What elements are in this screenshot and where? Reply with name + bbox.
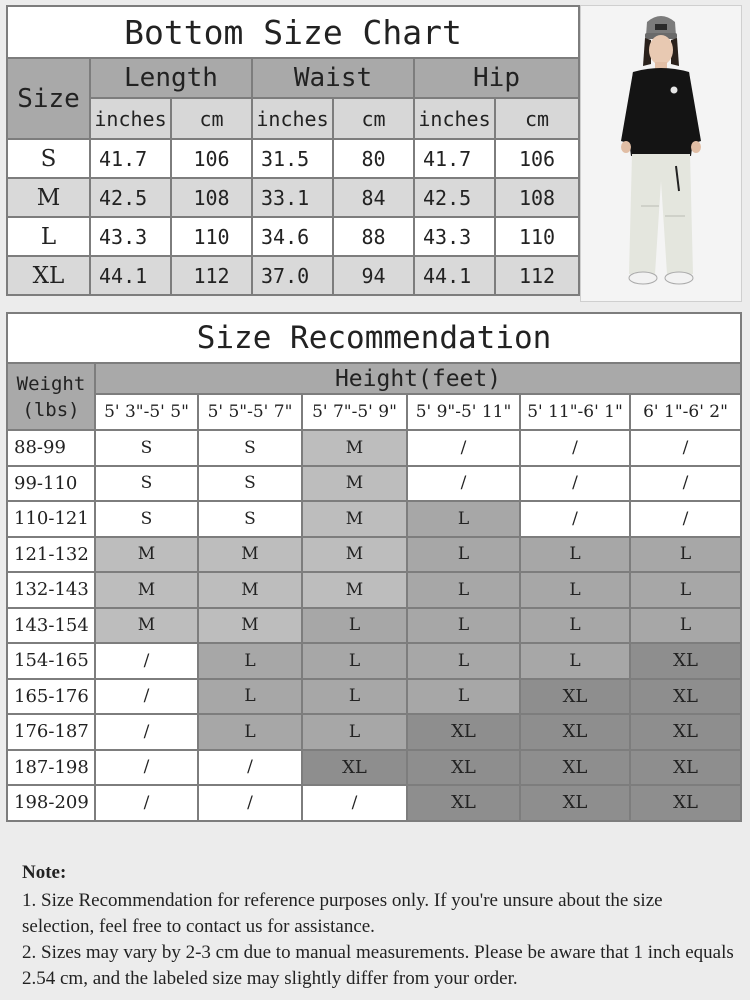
measure-cell: 80 xyxy=(333,139,414,178)
recommended-size-cell: L xyxy=(198,679,302,715)
size-chart-table xyxy=(6,5,580,296)
recommended-size-cell: S xyxy=(95,466,198,502)
table-row xyxy=(7,714,741,750)
weight-range-cell: 110-121 xyxy=(7,501,95,537)
model-figure-icon xyxy=(581,6,741,301)
recommended-size-cell: / xyxy=(630,430,741,466)
recommended-size-cell: / xyxy=(95,785,198,821)
recommended-size-cell: L xyxy=(630,572,741,608)
table-row xyxy=(7,537,741,573)
recommended-size-cell: M xyxy=(95,537,198,573)
recommended-size-cell: XL xyxy=(520,750,630,786)
measure-cell: 84 xyxy=(333,178,414,217)
height-header: Height(feet) xyxy=(95,363,741,394)
bottom-size-chart xyxy=(6,5,580,296)
measure-cell: 110 xyxy=(495,217,579,256)
recommended-size-cell: / xyxy=(520,430,630,466)
recommended-size-cell: XL xyxy=(302,750,407,786)
measure-cell: 37.0 xyxy=(252,256,333,295)
recommended-size-cell: XL xyxy=(520,714,630,750)
note-item: 2. Sizes may vary by 2-3 cm due to manual measurements. Please be aware that 1 inch equals 2.54 cm, and the labeled size may slightly differ from your order. xyxy=(22,942,734,989)
recommended-size-cell: / xyxy=(520,501,630,537)
table-row xyxy=(7,785,741,821)
table-row xyxy=(7,643,741,679)
recommended-size-cell: / xyxy=(95,643,198,679)
recommended-size-cell: / xyxy=(630,466,741,502)
recommended-size-cell: L xyxy=(407,643,520,679)
hip-header: Hip xyxy=(414,58,579,98)
model-photo xyxy=(580,5,742,302)
recommended-size-cell: S xyxy=(95,430,198,466)
table-row xyxy=(7,679,741,715)
measure-cell: 94 xyxy=(333,256,414,295)
recommended-size-cell: XL xyxy=(520,679,630,715)
recommended-size-cell: / xyxy=(520,466,630,502)
recommended-size-cell: L xyxy=(302,679,407,715)
recommended-size-cell: L xyxy=(407,501,520,537)
table-row xyxy=(7,501,741,537)
measure-cell: 31.5 xyxy=(252,139,333,178)
recommended-size-cell: XL xyxy=(630,714,741,750)
recommended-size-cell: / xyxy=(95,750,198,786)
table-row xyxy=(7,430,741,466)
recommended-size-cell: M xyxy=(302,430,407,466)
size-header: Size xyxy=(7,58,90,139)
weight-range-cell: 121-132 xyxy=(7,537,95,573)
measure-cell: 110 xyxy=(171,217,252,256)
recommended-size-cell: XL xyxy=(407,750,520,786)
height-range-header: 5' 9"-5' 11" xyxy=(407,394,520,430)
weight-header-label: Weight xyxy=(16,372,86,395)
recommended-size-cell: S xyxy=(198,501,302,537)
measure-cell: 41.7 xyxy=(414,139,495,178)
recommended-size-cell: / xyxy=(407,430,520,466)
recommended-size-cell: L xyxy=(407,537,520,573)
recommended-size-cell: S xyxy=(198,430,302,466)
recommended-size-cell: XL xyxy=(520,785,630,821)
weight-range-cell: 176-187 xyxy=(7,714,95,750)
recommended-size-cell: M xyxy=(302,501,407,537)
recommended-size-cell: M xyxy=(95,608,198,644)
weight-range-cell: 88-99 xyxy=(7,430,95,466)
table-row xyxy=(7,608,741,644)
note-section xyxy=(22,860,734,992)
weight-range-cell: 187-198 xyxy=(7,750,95,786)
chart-title: Bottom Size Chart xyxy=(7,6,579,58)
table-row xyxy=(7,178,579,217)
recommended-size-cell: L xyxy=(198,714,302,750)
recommended-size-cell: M xyxy=(302,537,407,573)
length-header: Length xyxy=(90,58,252,98)
unit-header: inches xyxy=(252,98,333,139)
height-range-header: 5' 3"-5' 5" xyxy=(95,394,198,430)
size-label: L xyxy=(7,217,90,256)
recommended-size-cell: XL xyxy=(407,714,520,750)
recommended-size-cell: / xyxy=(95,714,198,750)
recommended-size-cell: XL xyxy=(407,785,520,821)
recommended-size-cell: / xyxy=(198,750,302,786)
measure-cell: 43.3 xyxy=(90,217,171,256)
measure-cell: 44.1 xyxy=(414,256,495,295)
recommendation-rows xyxy=(7,430,741,821)
measure-cell: 112 xyxy=(171,256,252,295)
recommended-size-cell: L xyxy=(630,537,741,573)
height-range-header: 5' 11"-6' 1" xyxy=(520,394,630,430)
recommended-size-cell: L xyxy=(407,679,520,715)
table-row xyxy=(7,572,741,608)
table-row xyxy=(7,139,579,178)
measure-cell: 33.1 xyxy=(252,178,333,217)
measure-cell: 41.7 xyxy=(90,139,171,178)
unit-header: inches xyxy=(90,98,171,139)
table-row xyxy=(7,750,741,786)
measure-cell: 108 xyxy=(495,178,579,217)
unit-header: inches xyxy=(414,98,495,139)
weight-range-cell: 132-143 xyxy=(7,572,95,608)
measure-cell: 106 xyxy=(495,139,579,178)
recommended-size-cell: / xyxy=(407,466,520,502)
measure-cell: 88 xyxy=(333,217,414,256)
recommended-size-cell: L xyxy=(520,572,630,608)
unit-header: cm xyxy=(333,98,414,139)
recommended-size-cell: / xyxy=(198,785,302,821)
unit-header: cm xyxy=(171,98,252,139)
recommended-size-cell: M xyxy=(302,572,407,608)
note-item: 1. Size Recommendation for reference purposes only. If you're unsure about the size selection, feel free to contact us for assistance. xyxy=(22,890,663,937)
recommendation-table xyxy=(6,312,742,822)
recommended-size-cell: S xyxy=(198,466,302,502)
recommendation-title: Size Recommendation xyxy=(7,313,741,363)
unit-header: cm xyxy=(495,98,579,139)
measure-cell: 44.1 xyxy=(90,256,171,295)
recommended-size-cell: L xyxy=(198,643,302,679)
note-title: Note: xyxy=(22,862,67,883)
recommended-size-cell: M xyxy=(198,608,302,644)
recommended-size-cell: L xyxy=(407,608,520,644)
measure-cell: 43.3 xyxy=(414,217,495,256)
size-label: XL xyxy=(7,256,90,295)
recommended-size-cell: M xyxy=(198,537,302,573)
measure-cell: 106 xyxy=(171,139,252,178)
size-recommendation xyxy=(6,312,742,822)
recommended-size-cell: L xyxy=(520,608,630,644)
weight-range-cell: 143-154 xyxy=(7,608,95,644)
table-row xyxy=(7,466,741,502)
recommended-size-cell: XL xyxy=(630,679,741,715)
weight-header-unit: (lbs) xyxy=(22,398,80,421)
recommended-size-cell: M xyxy=(95,572,198,608)
recommended-size-cell: L xyxy=(302,643,407,679)
recommended-size-cell: M xyxy=(302,466,407,502)
measure-cell: 34.6 xyxy=(252,217,333,256)
weight-range-cell: 99-110 xyxy=(7,466,95,502)
weight-range-cell: 154-165 xyxy=(7,643,95,679)
recommended-size-cell: L xyxy=(520,643,630,679)
table-row xyxy=(7,256,579,295)
height-range-header: 5' 7"-5' 9" xyxy=(302,394,407,430)
recommended-size-cell: XL xyxy=(630,643,741,679)
size-label: M xyxy=(7,178,90,217)
recommended-size-cell: XL xyxy=(630,750,741,786)
height-range-header: 5' 5"-5' 7" xyxy=(198,394,302,430)
measure-cell: 42.5 xyxy=(414,178,495,217)
weight-range-cell: 198-209 xyxy=(7,785,95,821)
measure-cell: 108 xyxy=(171,178,252,217)
waist-header: Waist xyxy=(252,58,414,98)
recommended-size-cell: L xyxy=(302,714,407,750)
measure-cell: 112 xyxy=(495,256,579,295)
weight-header xyxy=(7,363,95,430)
table-row xyxy=(7,217,579,256)
recommended-size-cell: S xyxy=(95,501,198,537)
recommended-size-cell: L xyxy=(407,572,520,608)
measure-cell: 42.5 xyxy=(90,178,171,217)
recommended-size-cell: / xyxy=(630,501,741,537)
recommended-size-cell: / xyxy=(95,679,198,715)
recommended-size-cell: L xyxy=(520,537,630,573)
weight-range-cell: 165-176 xyxy=(7,679,95,715)
recommended-size-cell: / xyxy=(302,785,407,821)
recommended-size-cell: L xyxy=(630,608,741,644)
recommended-size-cell: M xyxy=(198,572,302,608)
recommended-size-cell: L xyxy=(302,608,407,644)
height-range-header: 6' 1"-6' 2" xyxy=(630,394,741,430)
size-label: S xyxy=(7,139,90,178)
recommended-size-cell: XL xyxy=(630,785,741,821)
